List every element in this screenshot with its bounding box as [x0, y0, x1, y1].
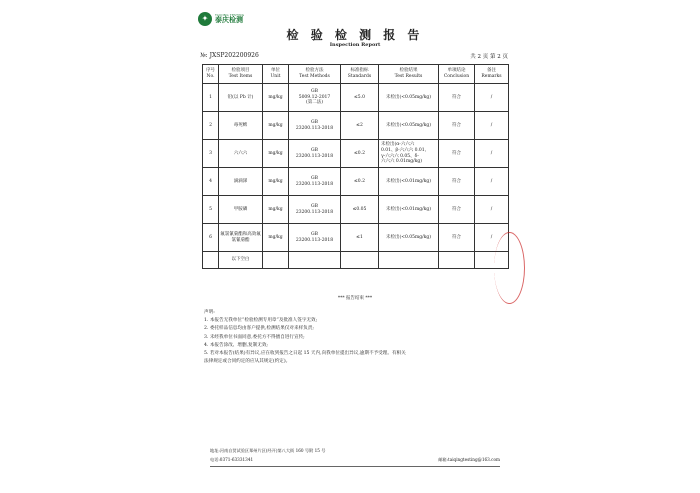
company-logo — [198, 12, 244, 26]
column-header — [475, 65, 509, 84]
cell-conclusion: 符合 — [439, 140, 475, 168]
cell-no: 5 — [203, 196, 219, 224]
cell-result — [379, 140, 439, 168]
cell-result — [379, 112, 439, 140]
cell-unit: mg/kg — [263, 84, 289, 112]
cell-method-line: 23200.113-2018 — [295, 181, 334, 187]
report-subtitle: Inspection Report — [329, 42, 381, 48]
cell-result-line: 未检出(<0.01mg/kg) — [385, 206, 432, 212]
cell-conclusion: 符合 — [439, 168, 475, 196]
cell-result-line: 六六六 0.01mg/kg) — [381, 159, 422, 165]
cell-no: 1 — [203, 84, 219, 112]
column-header-en: Test Items — [228, 74, 253, 79]
cell-method-line: GB — [311, 89, 318, 95]
cell-item: 六六六 — [219, 140, 263, 168]
table-row — [203, 140, 509, 168]
column-header-cn: 单位 — [271, 68, 280, 74]
cell-standard: ≤0.2 — [341, 168, 379, 196]
cell-standard: ≤5.0 — [341, 84, 379, 112]
column-header-en: Test Results — [394, 74, 423, 79]
column-header-en: Standards — [347, 74, 372, 79]
cell-no: 3 — [203, 140, 219, 168]
cell-result — [379, 168, 439, 196]
cell-method — [289, 140, 341, 168]
results-table — [202, 64, 509, 269]
cell-method-line: GB — [311, 231, 318, 237]
cell-conclusion: 符合 — [439, 224, 475, 252]
column-header-cn: 单项结论 — [447, 68, 466, 74]
cell-standard: ≤1 — [341, 224, 379, 252]
cell-remarks: / — [475, 196, 509, 224]
cell-conclusion: 符合 — [439, 84, 475, 112]
column-header — [203, 65, 219, 84]
cell-no: 2 — [203, 112, 219, 140]
cell-remarks: / — [475, 84, 509, 112]
cell-remarks: / — [475, 224, 509, 252]
report-number: №: JXSP202200926 — [200, 52, 259, 59]
column-header-en: Remarks — [481, 74, 502, 79]
cell-method-line: (第二法) — [305, 100, 323, 106]
cell-standard: ≤0.05 — [341, 196, 379, 224]
cell-unit: mg/kg — [263, 224, 289, 252]
cell-result-line: 0.01、β-六六六 0.01、 — [381, 147, 430, 153]
cell-method-line: GB — [311, 119, 318, 125]
cell-no: 4 — [203, 168, 219, 196]
note-line: 3. 未经我单位书面同意,委托方不得擅自进行宣传; — [204, 334, 305, 340]
note-line: 1. 本报告无我单位“检验检测专用章”及批准人签字无效; — [204, 318, 318, 324]
footer — [210, 448, 500, 466]
cell-method-line: 23200.113-2018 — [295, 153, 334, 159]
cell-unit: mg/kg — [263, 140, 289, 168]
cell-remarks: / — [475, 140, 509, 168]
cell-item: 毒死蜱 — [219, 112, 263, 140]
footer-address: 地址:河南自贸试验区郑州片区(经开)第八大街 160 号附 15 号 — [210, 448, 326, 453]
column-header — [289, 65, 341, 84]
table-row-blank — [203, 252, 509, 269]
cell-item: 滴滴涕 — [219, 168, 263, 196]
cell-remarks: / — [475, 112, 509, 140]
table-row — [203, 196, 509, 224]
cell-blank — [263, 252, 289, 269]
cell-method-line: GB — [311, 203, 318, 209]
column-header-cn: 检验结果 — [399, 68, 418, 74]
table-header-row — [203, 65, 509, 84]
table-row — [203, 112, 509, 140]
cell-result-line: 未检出(<0.05mg/kg) — [385, 94, 432, 100]
cell-blank — [341, 252, 379, 269]
cell-method — [289, 196, 341, 224]
cell-result-line: 未检出(α-六六六 — [381, 142, 415, 148]
logo-icon: ✦ — [198, 12, 212, 26]
cell-unit: mg/kg — [263, 196, 289, 224]
cell-result-line: 未检出(<0.01mg/kg) — [385, 178, 432, 184]
report-end: *** 报告结束 *** — [337, 296, 373, 301]
column-header — [263, 65, 289, 84]
column-header-cn: 序号 — [206, 68, 215, 74]
cell-method-line: GB — [311, 175, 318, 181]
note-line: 2. 委托样品信息均由客户提供,检测结果仅对来样负责; — [204, 326, 314, 332]
footer-phone: 电话:0371-63331341 — [210, 457, 254, 462]
column-header — [379, 65, 439, 84]
column-header — [341, 65, 379, 84]
cell-remarks: / — [475, 168, 509, 196]
footer-divider — [210, 466, 500, 467]
column-header-cn: 备注 — [487, 68, 496, 74]
cell-no: 6 — [203, 224, 219, 252]
page-info: 共 2 页 第 2 页 — [470, 54, 508, 60]
column-header-cn: 检验方法 — [305, 68, 324, 74]
logo-chinese: 泰庆检测 — [215, 16, 243, 24]
column-header-en: Test Methods — [299, 74, 330, 79]
cell-result-line: 未检出(<0.05mg/kg) — [385, 234, 432, 240]
note-line: 5. 若对本报告(结果)有异议,应在收到报告之日起 15 天内,向我单位提出异议,逾期不予受理。有相关 — [204, 351, 406, 357]
table-row — [203, 224, 509, 252]
column-header-en: Unit — [270, 74, 281, 79]
column-header-cn: 检验项目 — [231, 68, 250, 74]
cell-blank — [203, 252, 219, 269]
column-header — [439, 65, 475, 84]
cell-blank — [439, 252, 475, 269]
statement-notes — [204, 309, 504, 366]
column-header-en: Conclusion — [443, 74, 470, 79]
cell-result — [379, 224, 439, 252]
cell-method-line: 23200.113-2018 — [295, 125, 334, 131]
cell-method-line: 5009.12-2017 — [298, 94, 331, 100]
table-row — [203, 84, 509, 112]
cell-standard: ≤2 — [341, 112, 379, 140]
cell-method-line: 23200.113-2018 — [295, 237, 334, 243]
official-seal — [494, 232, 525, 304]
report-title: 检 验 检 测 报 告 — [286, 28, 424, 42]
cell-method — [289, 112, 341, 140]
cell-item: 铅(以 Pb 计) — [219, 84, 263, 112]
cell-method — [289, 168, 341, 196]
cell-result-line: γ-六六六 0.05、δ- — [381, 153, 419, 159]
table-row — [203, 168, 509, 196]
cell-method — [289, 224, 341, 252]
cell-item: 甲胺磷 — [219, 196, 263, 224]
cell-result-line: 未检出(<0.05mg/kg) — [385, 122, 432, 128]
cell-item: 氟氯氰菊酯和高效氟氯氰菊酯 — [219, 224, 263, 252]
cell-unit: mg/kg — [263, 168, 289, 196]
cell-conclusion: 符合 — [439, 196, 475, 224]
footer-email: 邮箱:taiqingtesting@163.com — [438, 457, 500, 462]
note-line: 法律规定或合同约定的应从其规定(约定)。 — [204, 359, 291, 365]
cell-method-line: GB — [311, 147, 318, 153]
cell-result — [379, 84, 439, 112]
cell-blank — [289, 252, 341, 269]
cell-conclusion: 符合 — [439, 112, 475, 140]
column-header-en: No. — [206, 74, 215, 79]
note-line: 4. 本报告涂改、增删,复制无效; — [204, 342, 268, 348]
cell-standard: ≤0.2 — [341, 140, 379, 168]
column-header-cn: 标准指标 — [350, 68, 369, 74]
cell-result — [379, 196, 439, 224]
logo-english: TAIQING TESTING — [215, 13, 245, 17]
cell-method — [289, 84, 341, 112]
cell-unit: mg/kg — [263, 112, 289, 140]
cell-blank — [379, 252, 439, 269]
cell-method-line: 23200.113-2018 — [295, 209, 334, 215]
column-header — [219, 65, 263, 84]
report-page — [190, 6, 520, 487]
blank-row-label: 以下空白 — [219, 252, 263, 269]
note-line: 声明: — [204, 310, 215, 315]
